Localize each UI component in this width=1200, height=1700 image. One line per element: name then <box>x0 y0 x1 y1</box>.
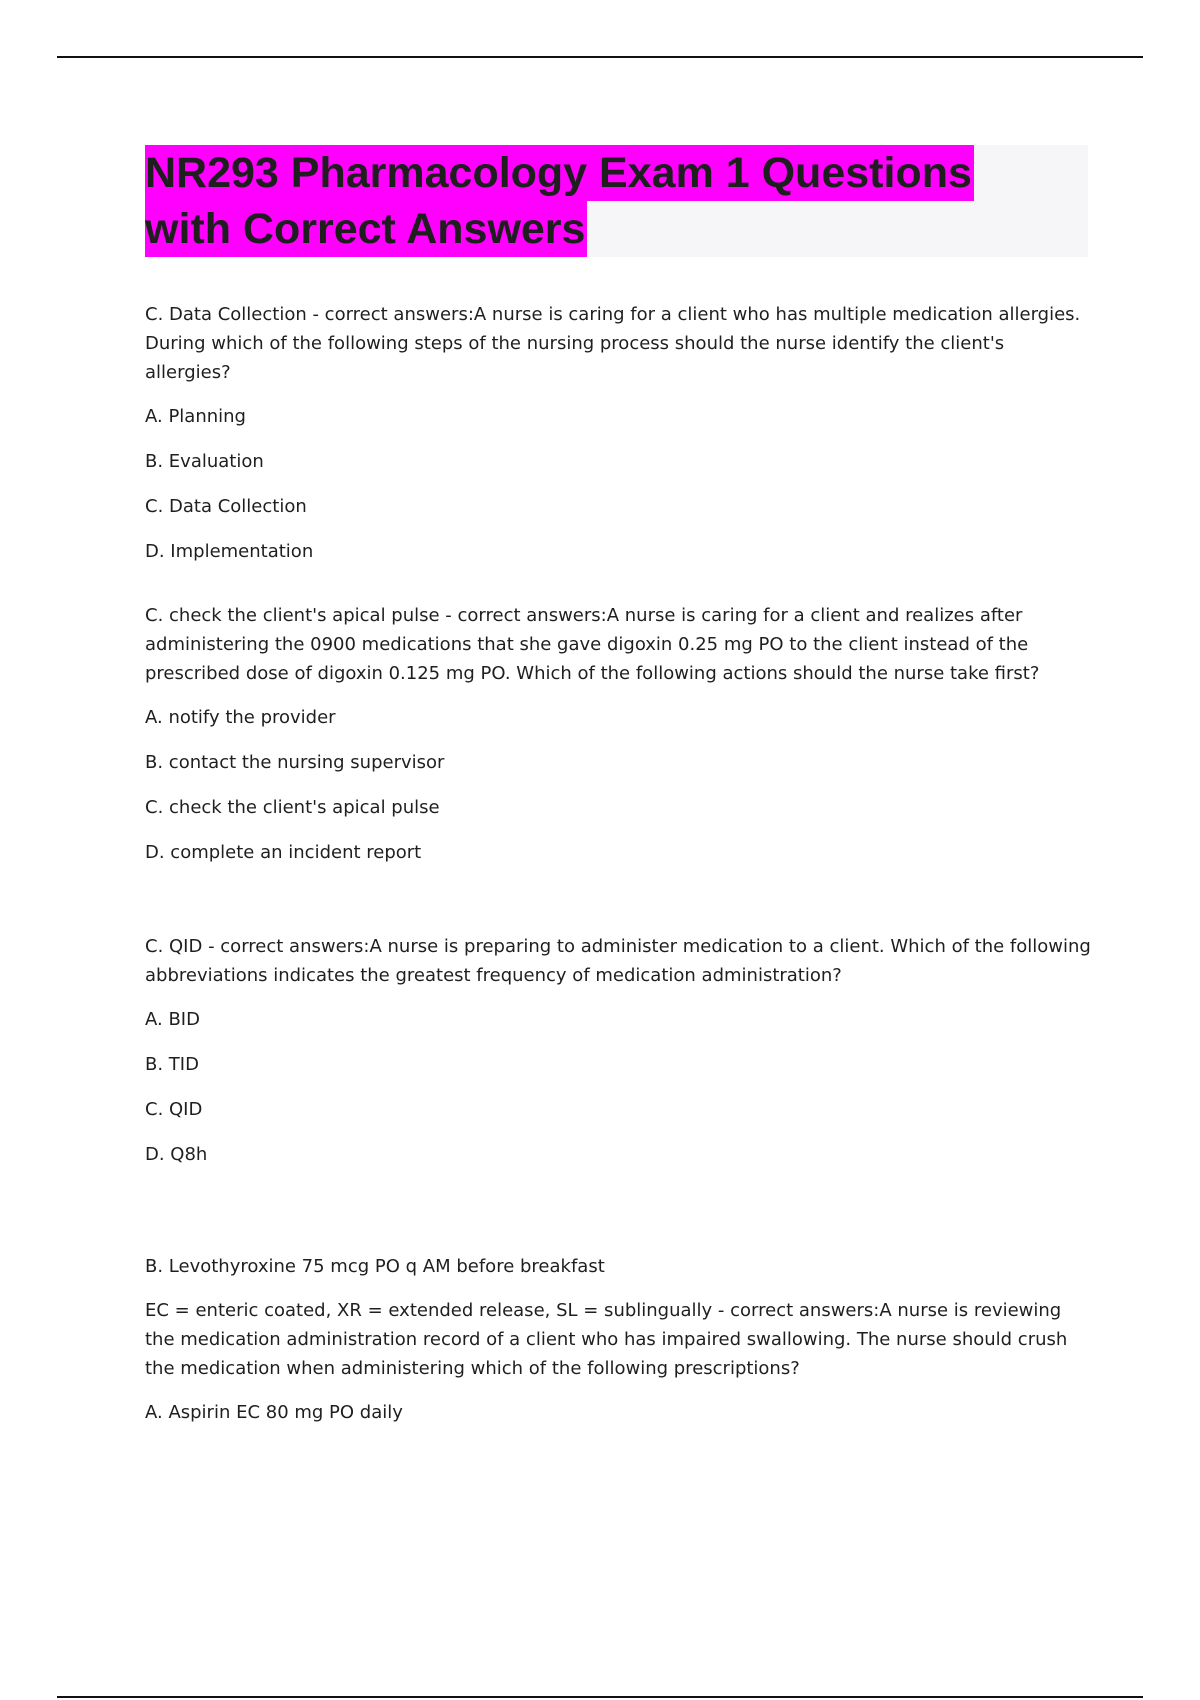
question-stem: C. check the client's apical pulse - correct answers:A nurse is caring for a client and realizes after administering the 0900 medications that she gave digoxin 0.25 mg PO to the client instead of the prescribed dose of digoxin 0.125 mg PO. Which of the following actions should the nurse take first? <box>145 605 1040 684</box>
title-line-2: with Correct Answers <box>145 201 587 257</box>
question-stem: C. QID - correct answers:A nurse is preparing to administer medication to a client. Which of the following abbreviations indicates the greatest frequency of medication administration? <box>145 936 1091 986</box>
footer-rule <box>57 1696 1143 1698</box>
question-3 <box>145 932 1095 1169</box>
answer-option: A. Aspirin EC 80 mg PO daily <box>145 1402 403 1423</box>
page-title <box>145 145 1088 257</box>
answer-option: B. Evaluation <box>145 451 264 472</box>
question-4 <box>145 1234 1095 1427</box>
question-stem: EC = enteric coated, XR = extended release, SL = sublingually - correct answers:A nurse is reviewing the medication administration record of a client who has impaired swallowing. The nurse should crush the medication when administering which of the following prescriptions? <box>145 1300 1068 1379</box>
question-2 <box>145 601 1095 867</box>
answer-option: B. TID <box>145 1054 199 1075</box>
answer-option: A. notify the provider <box>145 707 336 728</box>
answer-option: A. Planning <box>145 406 246 427</box>
answer-option: C. QID <box>145 1099 203 1120</box>
answer-option: D. Implementation <box>145 541 314 562</box>
answer-option: C. Data Collection <box>145 496 307 517</box>
answer-option: A. BID <box>145 1009 200 1030</box>
answer-option: D. complete an incident report <box>145 842 422 863</box>
answer-line: B. Levothyroxine 75 mcg PO q AM before breakfast <box>145 1256 605 1277</box>
header-rule <box>57 56 1143 58</box>
question-1 <box>145 300 1095 566</box>
answer-option: C. check the client's apical pulse <box>145 797 440 818</box>
answer-option: D. Q8h <box>145 1144 208 1165</box>
question-stem: C. Data Collection - correct answers:A nurse is caring for a client who has multiple medication allergies. During which of the following steps of the nursing process should the nurse identify the client's allergies? <box>145 304 1081 383</box>
title-line-1: NR293 Pharmacology Exam 1 Questions <box>145 145 974 201</box>
answer-option: B. contact the nursing supervisor <box>145 752 445 773</box>
